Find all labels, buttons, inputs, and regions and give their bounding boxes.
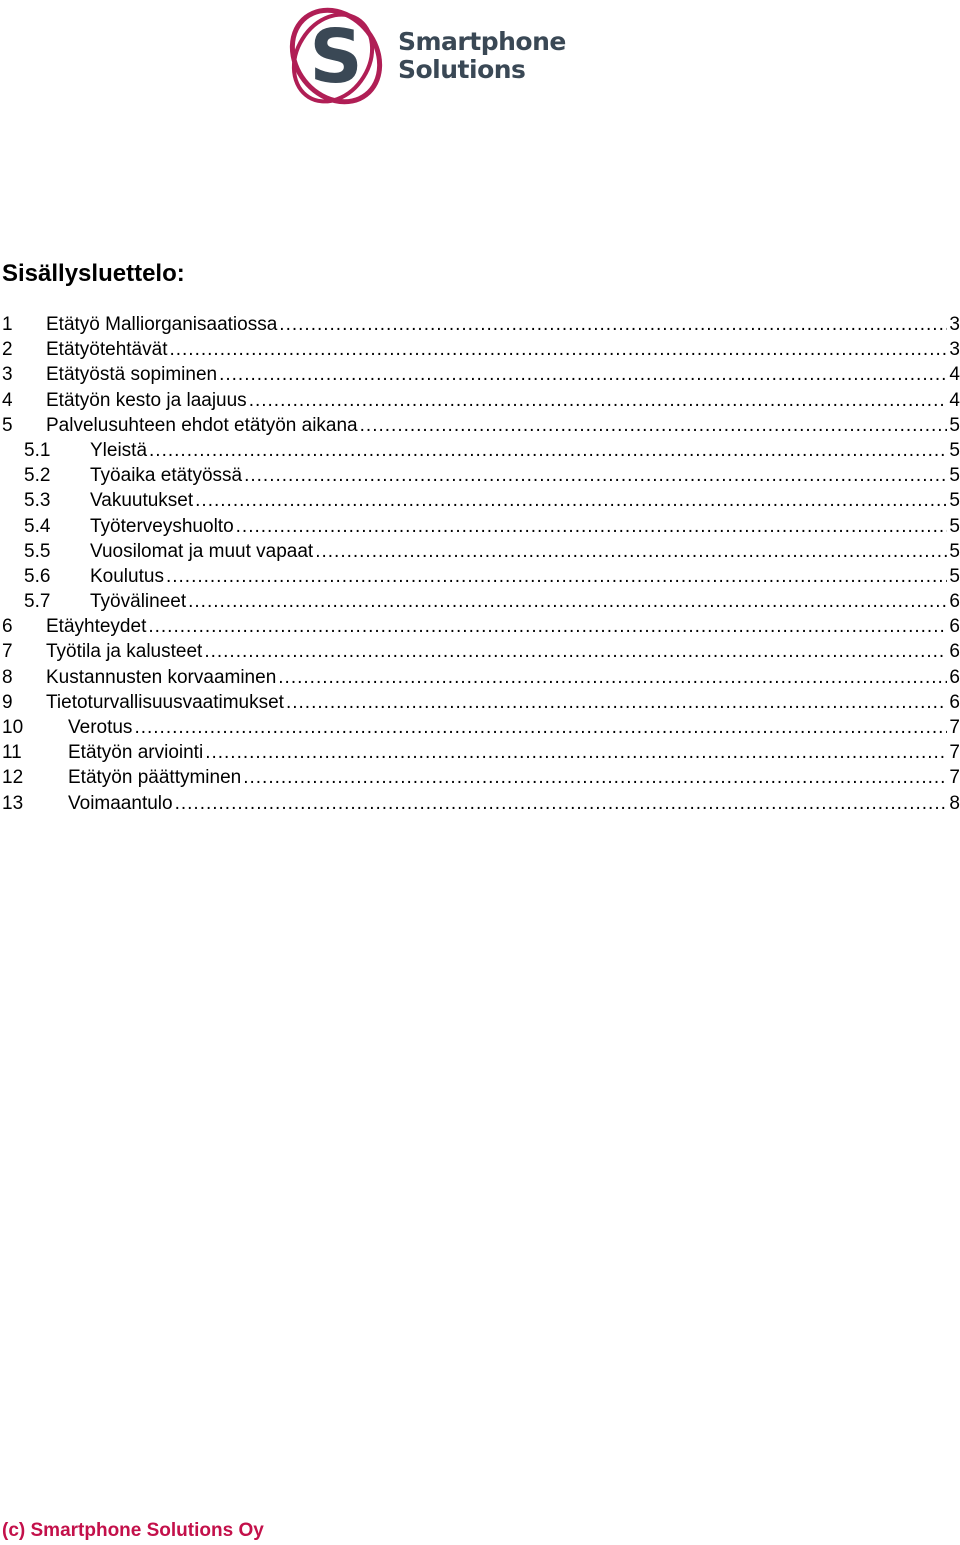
toc-entry-label[interactable]: Tietoturvallisuusvaatimukset [46,691,284,713]
toc-entry-number: 5.5 [24,540,51,562]
toc-entry-number: 5.2 [24,465,51,487]
toc-entry[interactable] [2,463,960,488]
toc-entry-page: 5 [949,465,960,487]
toc-entry-leader [278,665,947,690]
toc-entry[interactable] [2,589,960,614]
toc-entry[interactable] [2,564,960,589]
toc-entry[interactable] [2,791,960,816]
toc-entry-leader [205,740,947,765]
toc-entry-leader [175,791,948,816]
toc-entry[interactable] [2,438,960,463]
toc-entry-leader [149,438,947,463]
toc-entry-leader [243,765,947,790]
toc-entry-label[interactable]: Verotus [68,717,133,738]
toc-entry-label[interactable]: Etätyöstä sopiminen [46,364,218,386]
logo-wordmark [398,28,566,84]
toc-title: Sisällysluettelo: [2,260,185,287]
toc-entry-leader [195,488,947,513]
toc-entry-leader [244,463,947,488]
toc-entry-page: 5 [949,414,960,436]
toc-entry-leader [219,362,947,387]
toc-entry-leader [315,539,947,564]
toc-entry-leader [279,312,947,337]
toc-entry[interactable] [2,539,960,564]
toc-entry-leader [169,337,947,362]
toc-entry-leader [236,514,948,539]
toc-entry-label[interactable]: Vuosilomat ja muut vapaat [90,540,314,562]
toc-entry-label[interactable]: Työaika etätyössä [90,465,243,487]
toc-entry-page: 5 [949,439,960,461]
toc-entry-label[interactable]: Koulutus [90,565,164,587]
toc-entry-number: 10 [2,717,24,738]
toc-entry[interactable] [2,488,960,513]
toc-entry-number: 9 [2,691,13,713]
toc-entry[interactable] [2,765,960,790]
toc-entry-page: 3 [949,314,960,335]
toc-entry-label[interactable]: Etätyö Malliorganisaatiossa [46,314,278,335]
toc-entry-page: 6 [949,616,960,638]
toc-entry-page: 8 [949,792,960,814]
toc-entry-page: 6 [949,666,960,688]
toc-entry-number: 5.4 [24,515,51,537]
toc-entry-label[interactable]: Yleistä [90,439,148,461]
toc-entry-leader [166,564,947,589]
toc-entry-leader [204,639,947,664]
toc-entry[interactable] [2,614,960,639]
toc-entry-leader [249,388,948,413]
toc-entry[interactable] [2,514,960,539]
toc-entry-leader [148,614,947,639]
toc-entry-leader [286,690,947,715]
toc-entry-number: 7 [2,641,13,663]
toc-entry-number: 11 [2,742,22,764]
toc-entry-page: 7 [949,717,960,738]
toc-entry-number: 8 [2,666,13,688]
toc-entry[interactable] [2,413,960,438]
toc-entry-page: 3 [949,339,960,361]
toc-entry[interactable] [2,665,960,690]
logo-mark-letter: S [309,14,363,100]
toc-entry-number: 1 [2,314,13,335]
toc-entry-label[interactable]: Kustannusten korvaaminen [46,666,277,688]
toc-entry-number: 2 [2,339,13,361]
toc-entry[interactable] [2,362,960,387]
footer-copyright: (c) Smartphone Solutions Oy [2,1520,264,1541]
toc-entry-label[interactable]: Palvelusuhteen ehdot etätyön aikana [46,414,358,436]
toc-entry-number: 5.3 [24,490,51,512]
toc-entry-label[interactable]: Etätyön päättyminen [68,767,242,789]
toc-entry-leader [188,589,947,614]
toc-entry-leader [134,715,947,740]
toc-entry[interactable] [2,388,960,413]
toc-entry-label[interactable]: Työtila ja kalusteet [46,641,203,663]
toc-entry-number: 6 [2,616,13,638]
toc-entry-page: 7 [949,742,960,764]
toc-entry-leader [360,413,948,438]
toc-entry-number: 5.6 [24,565,51,587]
toc-entry-page: 5 [949,540,960,562]
toc-entry-number: 4 [2,389,13,411]
toc-entry-page: 4 [949,389,960,411]
toc-entry-number: 5.1 [24,439,51,461]
logo-name-line2: Solutions [398,55,526,84]
toc-entry-label[interactable]: Voimaantulo [68,792,173,814]
toc-entry-page: 6 [949,591,960,613]
toc-entry-number: 3 [2,364,13,386]
toc-entry-page: 5 [949,490,960,512]
toc-entry-page: 6 [949,641,960,663]
table-of-contents [2,312,960,816]
company-logo [280,2,580,110]
toc-entry-page: 6 [949,691,960,713]
toc-entry-label[interactable]: Työterveyshuolto [90,515,234,537]
toc-entry[interactable] [2,312,960,337]
toc-entry-number: 5 [2,414,13,436]
toc-entry-label[interactable]: Vakuutukset [90,490,194,512]
smartphone-solutions-logo-icon [280,2,392,110]
toc-entry-number: 5.7 [24,591,51,613]
toc-entry-number: 12 [2,767,24,789]
toc-entry[interactable] [2,740,960,765]
toc-entry[interactable] [2,639,960,664]
toc-entry-page: 5 [949,565,960,587]
toc-entry-page: 5 [949,515,960,537]
toc-entry-label[interactable]: Työvälineet [90,591,187,613]
toc-entry[interactable] [2,337,960,362]
toc-entry[interactable] [2,715,960,740]
toc-entry-page: 4 [949,364,960,386]
toc-entry-number: 13 [2,792,24,814]
toc-entry-label[interactable]: Etätyötehtävät [46,339,168,361]
toc-entry-label[interactable]: Etätyön arviointi [68,742,204,764]
toc-entry-label[interactable]: Etäyhteydet [46,616,147,638]
toc-entry-label[interactable]: Etätyön kesto ja laajuus [46,389,247,411]
toc-entry-page: 7 [949,767,960,789]
logo-name-line1: Smartphone [398,27,566,56]
toc-entry[interactable] [2,690,960,715]
